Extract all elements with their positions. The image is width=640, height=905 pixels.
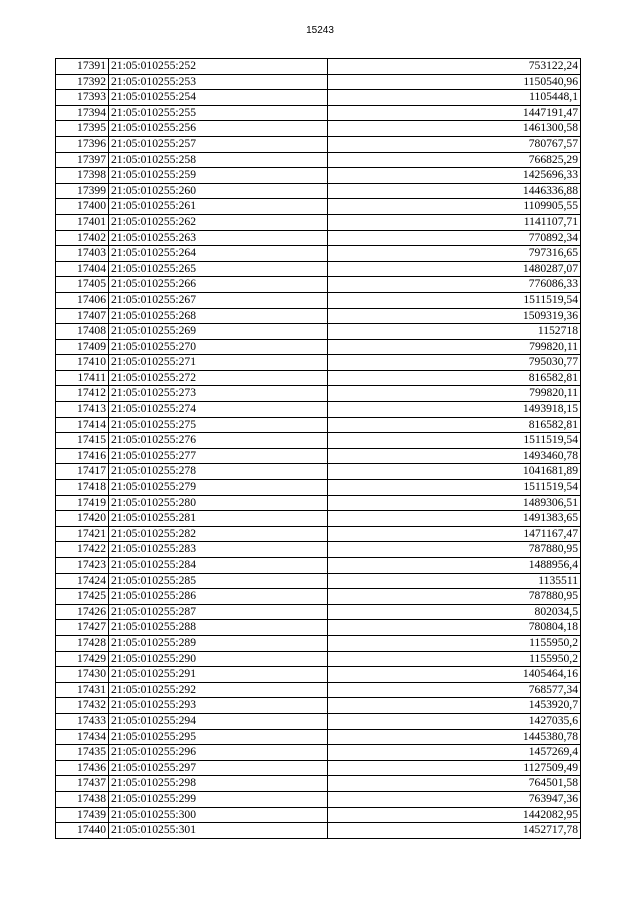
value-cell: 1446336,88 xyxy=(328,183,581,199)
cadastral-number-cell: 21:05:010255:274 xyxy=(109,402,328,418)
value-cell: 1155950,2 xyxy=(328,651,581,667)
table-row xyxy=(56,74,581,90)
row-number-cell: 17405 xyxy=(56,277,109,293)
value-cell: 1509319,36 xyxy=(328,308,581,324)
value-cell: 1491383,65 xyxy=(328,511,581,527)
table-row xyxy=(56,604,581,620)
value-cell: 1493918,15 xyxy=(328,402,581,418)
table-row xyxy=(56,105,581,121)
row-number-cell: 17397 xyxy=(56,152,109,168)
table-row xyxy=(56,620,581,636)
row-number-cell: 17425 xyxy=(56,589,109,605)
row-number-cell: 17394 xyxy=(56,105,109,121)
value-cell: 802034,5 xyxy=(328,604,581,620)
cadastral-number-cell: 21:05:010255:276 xyxy=(109,433,328,449)
table-body xyxy=(56,59,581,839)
row-number-cell: 17396 xyxy=(56,136,109,152)
row-number-cell: 17414 xyxy=(56,417,109,433)
value-cell: 768577,34 xyxy=(328,682,581,698)
value-cell: 1127509,49 xyxy=(328,760,581,776)
row-number-cell: 17403 xyxy=(56,246,109,262)
cadastral-number-cell: 21:05:010255:285 xyxy=(109,573,328,589)
cadastral-number-cell: 21:05:010255:255 xyxy=(109,105,328,121)
value-cell: 1511519,54 xyxy=(328,433,581,449)
row-number-cell: 17422 xyxy=(56,542,109,558)
table-row xyxy=(56,433,581,449)
cadastral-number-cell: 21:05:010255:275 xyxy=(109,417,328,433)
cadastral-number-cell: 21:05:010255:258 xyxy=(109,152,328,168)
table-row xyxy=(56,573,581,589)
cadastral-number-cell: 21:05:010255:282 xyxy=(109,526,328,542)
cadastral-number-cell: 21:05:010255:296 xyxy=(109,745,328,761)
row-number-cell: 17428 xyxy=(56,635,109,651)
row-number-cell: 17430 xyxy=(56,667,109,683)
row-number-cell: 17402 xyxy=(56,230,109,246)
value-cell: 1511519,54 xyxy=(328,292,581,308)
row-number-cell: 17416 xyxy=(56,448,109,464)
row-number-cell: 17392 xyxy=(56,74,109,90)
cadastral-number-cell: 21:05:010255:257 xyxy=(109,136,328,152)
table-row xyxy=(56,558,581,574)
table-row xyxy=(56,402,581,418)
value-cell: 1511519,54 xyxy=(328,480,581,496)
row-number-cell: 17420 xyxy=(56,511,109,527)
table-row xyxy=(56,386,581,402)
value-cell: 1405464,16 xyxy=(328,667,581,683)
value-cell: 1489306,51 xyxy=(328,495,581,511)
table-row xyxy=(56,760,581,776)
cadastral-number-cell: 21:05:010255:254 xyxy=(109,90,328,106)
value-cell: 1445380,78 xyxy=(328,729,581,745)
row-number-cell: 17417 xyxy=(56,464,109,480)
value-cell: 776086,33 xyxy=(328,277,581,293)
table-row xyxy=(56,261,581,277)
row-number-cell: 17404 xyxy=(56,261,109,277)
table-row xyxy=(56,542,581,558)
row-number-cell: 17424 xyxy=(56,573,109,589)
row-number-cell: 17409 xyxy=(56,339,109,355)
table-row xyxy=(56,199,581,215)
value-cell: 799820,11 xyxy=(328,339,581,355)
table-row xyxy=(56,776,581,792)
row-number-cell: 17395 xyxy=(56,121,109,137)
row-number-cell: 17421 xyxy=(56,526,109,542)
table-row xyxy=(56,292,581,308)
row-number-cell: 17398 xyxy=(56,168,109,184)
row-number-cell: 17434 xyxy=(56,729,109,745)
table-row xyxy=(56,448,581,464)
cadastral-number-cell: 21:05:010255:286 xyxy=(109,589,328,605)
row-number-cell: 17407 xyxy=(56,308,109,324)
cadastral-number-cell: 21:05:010255:287 xyxy=(109,604,328,620)
table-row xyxy=(56,277,581,293)
value-cell: 780804,18 xyxy=(328,620,581,636)
cadastral-number-cell: 21:05:010255:280 xyxy=(109,495,328,511)
table-row xyxy=(56,698,581,714)
cadastral-number-cell: 21:05:010255:288 xyxy=(109,620,328,636)
table-row xyxy=(56,823,581,839)
cadastral-number-cell: 21:05:010255:293 xyxy=(109,698,328,714)
cadastral-number-cell: 21:05:010255:264 xyxy=(109,246,328,262)
table-row xyxy=(56,417,581,433)
table-row xyxy=(56,59,581,75)
value-cell: 795030,77 xyxy=(328,355,581,371)
cadastral-number-cell: 21:05:010255:278 xyxy=(109,464,328,480)
table-row xyxy=(56,635,581,651)
cadastral-number-cell: 21:05:010255:265 xyxy=(109,261,328,277)
row-number-cell: 17431 xyxy=(56,682,109,698)
table-row xyxy=(56,791,581,807)
value-cell: 770892,34 xyxy=(328,230,581,246)
cadastral-number-cell: 21:05:010255:273 xyxy=(109,386,328,402)
table-row xyxy=(56,168,581,184)
row-number-cell: 17438 xyxy=(56,791,109,807)
cadastral-number-cell: 21:05:010255:271 xyxy=(109,355,328,371)
page-number: 15243 xyxy=(306,25,334,36)
row-number-cell: 17427 xyxy=(56,620,109,636)
table-row xyxy=(56,526,581,542)
value-cell: 787880,95 xyxy=(328,542,581,558)
table-row xyxy=(56,464,581,480)
table-row xyxy=(56,136,581,152)
value-cell: 1425696,33 xyxy=(328,168,581,184)
row-number-cell: 17408 xyxy=(56,324,109,340)
value-cell: 797316,65 xyxy=(328,246,581,262)
value-cell: 1488956,4 xyxy=(328,558,581,574)
table-row xyxy=(56,152,581,168)
row-number-cell: 17400 xyxy=(56,199,109,215)
row-number-cell: 17440 xyxy=(56,823,109,839)
value-cell: 1480287,07 xyxy=(328,261,581,277)
table-row xyxy=(56,121,581,137)
value-cell: 799820,11 xyxy=(328,386,581,402)
row-number-cell: 17423 xyxy=(56,558,109,574)
value-cell: 1152718 xyxy=(328,324,581,340)
row-number-cell: 17426 xyxy=(56,604,109,620)
cadastral-number-cell: 21:05:010255:298 xyxy=(109,776,328,792)
cadastral-number-cell: 21:05:010255:289 xyxy=(109,635,328,651)
row-number-cell: 17436 xyxy=(56,760,109,776)
cadastral-number-cell: 21:05:010255:272 xyxy=(109,370,328,386)
value-cell: 1442082,95 xyxy=(328,807,581,823)
table-row xyxy=(56,713,581,729)
value-cell: 816582,81 xyxy=(328,417,581,433)
table-row xyxy=(56,745,581,761)
cadastral-number-cell: 21:05:010255:283 xyxy=(109,542,328,558)
row-number-cell: 17419 xyxy=(56,495,109,511)
cadastral-number-cell: 21:05:010255:300 xyxy=(109,807,328,823)
value-cell: 1493460,78 xyxy=(328,448,581,464)
table-row xyxy=(56,511,581,527)
table-row xyxy=(56,807,581,823)
table-row xyxy=(56,230,581,246)
cadastral-number-cell: 21:05:010255:292 xyxy=(109,682,328,698)
cadastral-number-cell: 21:05:010255:291 xyxy=(109,667,328,683)
row-number-cell: 17393 xyxy=(56,90,109,106)
cadastral-number-cell: 21:05:010255:284 xyxy=(109,558,328,574)
cadastral-number-cell: 21:05:010255:253 xyxy=(109,74,328,90)
cadastral-number-cell: 21:05:010255:270 xyxy=(109,339,328,355)
value-cell: 1457269,4 xyxy=(328,745,581,761)
table-row xyxy=(56,480,581,496)
table-row xyxy=(56,183,581,199)
cadastral-number-cell: 21:05:010255:294 xyxy=(109,713,328,729)
cadastral-number-cell: 21:05:010255:269 xyxy=(109,324,328,340)
value-cell: 787880,95 xyxy=(328,589,581,605)
cadastral-number-cell: 21:05:010255:259 xyxy=(109,168,328,184)
value-cell: 753122,24 xyxy=(328,59,581,75)
table-row xyxy=(56,589,581,605)
cadastral-number-cell: 21:05:010255:262 xyxy=(109,214,328,230)
table-row xyxy=(56,308,581,324)
table-row xyxy=(56,90,581,106)
cadastral-number-cell: 21:05:010255:261 xyxy=(109,199,328,215)
table-row xyxy=(56,729,581,745)
row-number-cell: 17439 xyxy=(56,807,109,823)
table-row xyxy=(56,355,581,371)
cadastral-number-cell: 21:05:010255:295 xyxy=(109,729,328,745)
value-cell: 1155950,2 xyxy=(328,635,581,651)
row-number-cell: 17429 xyxy=(56,651,109,667)
cadastral-number-cell: 21:05:010255:268 xyxy=(109,308,328,324)
cadastral-number-cell: 21:05:010255:279 xyxy=(109,480,328,496)
cadastral-value-table xyxy=(55,58,581,839)
value-cell: 1141107,71 xyxy=(328,214,581,230)
table-row xyxy=(56,667,581,683)
value-cell: 1109905,55 xyxy=(328,199,581,215)
value-cell: 1041681,89 xyxy=(328,464,581,480)
row-number-cell: 17411 xyxy=(56,370,109,386)
value-cell: 1447191,47 xyxy=(328,105,581,121)
cadastral-number-cell: 21:05:010255:252 xyxy=(109,59,328,75)
row-number-cell: 17433 xyxy=(56,713,109,729)
value-cell: 764501,58 xyxy=(328,776,581,792)
table-row xyxy=(56,214,581,230)
table-row xyxy=(56,651,581,667)
row-number-cell: 17415 xyxy=(56,433,109,449)
cadastral-number-cell: 21:05:010255:256 xyxy=(109,121,328,137)
cadastral-number-cell: 21:05:010255:281 xyxy=(109,511,328,527)
row-number-cell: 17418 xyxy=(56,480,109,496)
table-row xyxy=(56,339,581,355)
cadastral-number-cell: 21:05:010255:297 xyxy=(109,760,328,776)
value-cell: 1461300,58 xyxy=(328,121,581,137)
table-row xyxy=(56,682,581,698)
value-cell: 1135511 xyxy=(328,573,581,589)
cadastral-number-cell: 21:05:010255:266 xyxy=(109,277,328,293)
value-cell: 1105448,1 xyxy=(328,90,581,106)
row-number-cell: 17399 xyxy=(56,183,109,199)
row-number-cell: 17435 xyxy=(56,745,109,761)
table-row xyxy=(56,246,581,262)
table-row xyxy=(56,495,581,511)
cadastral-number-cell: 21:05:010255:301 xyxy=(109,823,328,839)
value-cell: 816582,81 xyxy=(328,370,581,386)
row-number-cell: 17410 xyxy=(56,355,109,371)
row-number-cell: 17432 xyxy=(56,698,109,714)
row-number-cell: 17401 xyxy=(56,214,109,230)
row-number-cell: 17406 xyxy=(56,292,109,308)
cadastral-number-cell: 21:05:010255:267 xyxy=(109,292,328,308)
value-cell: 763947,36 xyxy=(328,791,581,807)
value-cell: 1471167,47 xyxy=(328,526,581,542)
value-cell: 1150540,96 xyxy=(328,74,581,90)
value-cell: 1452717,78 xyxy=(328,823,581,839)
row-number-cell: 17412 xyxy=(56,386,109,402)
value-cell: 1427035,6 xyxy=(328,713,581,729)
row-number-cell: 17391 xyxy=(56,59,109,75)
value-cell: 780767,57 xyxy=(328,136,581,152)
cadastral-number-cell: 21:05:010255:263 xyxy=(109,230,328,246)
table-row xyxy=(56,370,581,386)
cadastral-number-cell: 21:05:010255:277 xyxy=(109,448,328,464)
cadastral-number-cell: 21:05:010255:299 xyxy=(109,791,328,807)
table-row xyxy=(56,324,581,340)
cadastral-number-cell: 21:05:010255:260 xyxy=(109,183,328,199)
value-cell: 1453920,7 xyxy=(328,698,581,714)
row-number-cell: 17413 xyxy=(56,402,109,418)
value-cell: 766825,29 xyxy=(328,152,581,168)
cadastral-number-cell: 21:05:010255:290 xyxy=(109,651,328,667)
row-number-cell: 17437 xyxy=(56,776,109,792)
